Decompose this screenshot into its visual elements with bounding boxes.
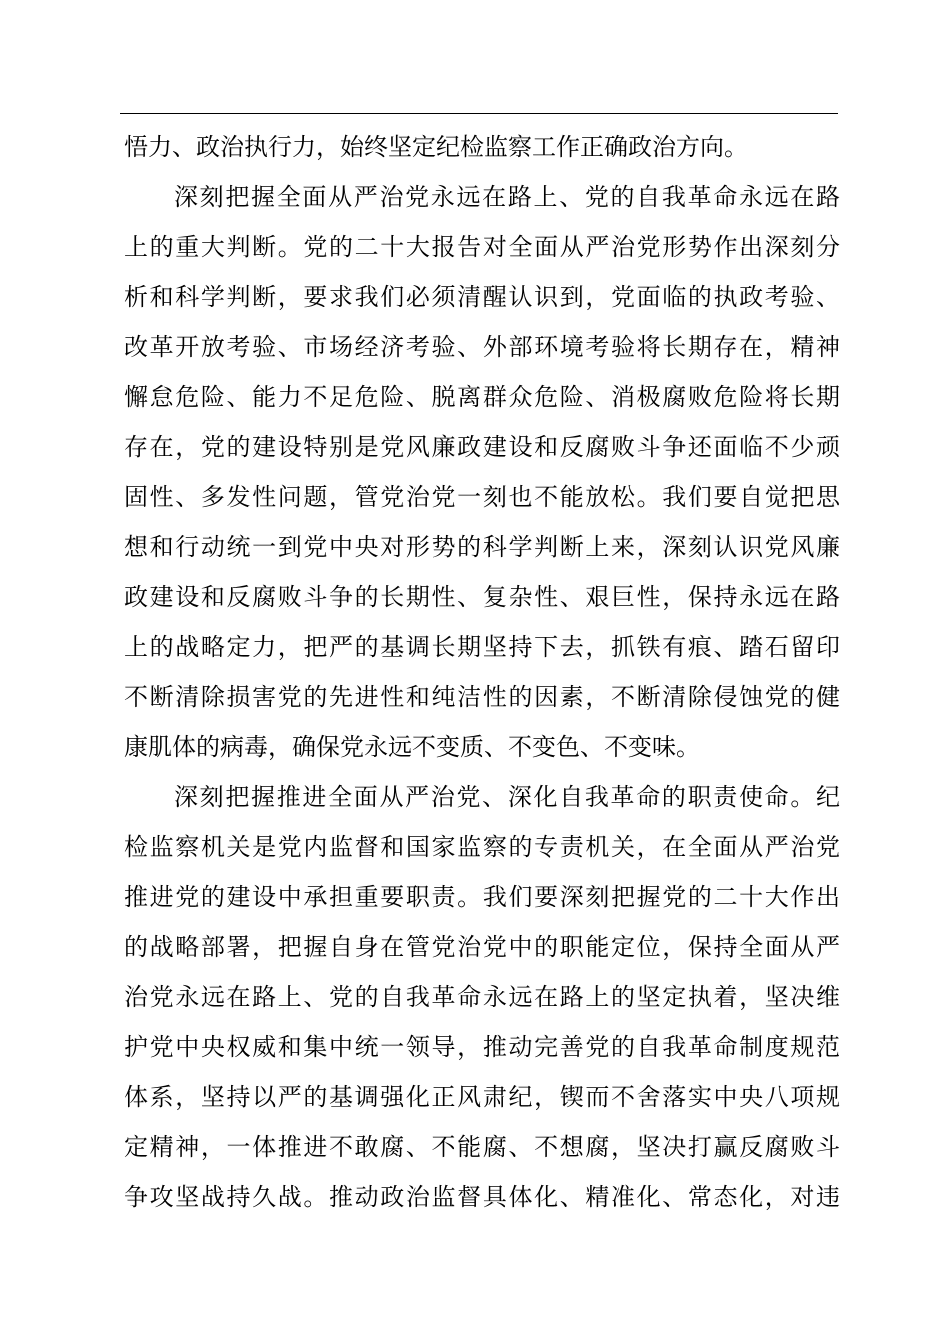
text-line: 深刻把握全面从严治党永远在路上、党的自我革命永远在路 xyxy=(174,183,840,211)
text-line: 不断清除损害党的先进性和纯洁性的因素，不断清除侵蚀党的健 xyxy=(124,683,840,711)
header-rule xyxy=(120,113,838,114)
text-line: 推进党的建设中承担重要职责。我们要深刻把握党的二十大作出 xyxy=(124,883,840,911)
text-line: 固性、多发性问题，管党治党一刻也不能放松。我们要自觉把思 xyxy=(124,483,840,511)
text-line: 深刻把握推进全面从严治党、深化自我革命的职责使命。纪 xyxy=(174,783,840,811)
document-body xyxy=(124,122,840,1222)
paragraph xyxy=(124,772,840,1222)
text-line: 析和科学判断，要求我们必须清醒认识到，党面临的执政考验、 xyxy=(124,283,840,311)
text-line: 改革开放考验、市场经济考验、外部环境考验将长期存在，精神 xyxy=(124,333,840,361)
paragraph xyxy=(124,122,840,172)
text-line: 懈怠危险、能力不足危险、脱离群众危险、消极腐败危险将长期 xyxy=(124,383,840,411)
text-line: 康肌体的病毒，确保党永远不变质、不变色、不变味。 xyxy=(124,733,700,761)
text-line: 护党中央权威和集中统一领导，推动完善党的自我革命制度规范 xyxy=(124,1033,840,1061)
paragraph xyxy=(124,172,840,772)
text-line: 悟力、政治执行力，始终坚定纪检监察工作正确政治方向。 xyxy=(124,133,748,161)
text-line: 存在，党的建设特别是党风廉政建设和反腐败斗争还面临不少顽 xyxy=(124,433,840,461)
text-line: 定精神，一体推进不敢腐、不能腐、不想腐，坚决打赢反腐败斗 xyxy=(124,1133,840,1161)
text-line: 体系，坚持以严的基调强化正风肃纪，锲而不舍落实中央八项规 xyxy=(124,1083,840,1111)
text-line: 争攻坚战持久战。推动政治监督具体化、精准化、常态化，对违 xyxy=(124,1183,840,1211)
text-line: 上的战略定力，把严的基调长期坚持下去，抓铁有痕、踏石留印 xyxy=(124,633,840,661)
text-line: 上的重大判断。党的二十大报告对全面从严治党形势作出深刻分 xyxy=(124,233,840,261)
text-line: 治党永远在路上、党的自我革命永远在路上的坚定执着，坚决维 xyxy=(124,983,840,1011)
text-line: 政建设和反腐败斗争的长期性、复杂性、艰巨性，保持永远在路 xyxy=(124,583,840,611)
text-line: 的战略部署，把握自身在管党治党中的职能定位，保持全面从严 xyxy=(124,933,840,961)
text-line: 检监察机关是党内监督和国家监察的专责机关，在全面从严治党 xyxy=(124,833,840,861)
text-line: 想和行动统一到党中央对形势的科学判断上来，深刻认识党风廉 xyxy=(124,533,840,561)
